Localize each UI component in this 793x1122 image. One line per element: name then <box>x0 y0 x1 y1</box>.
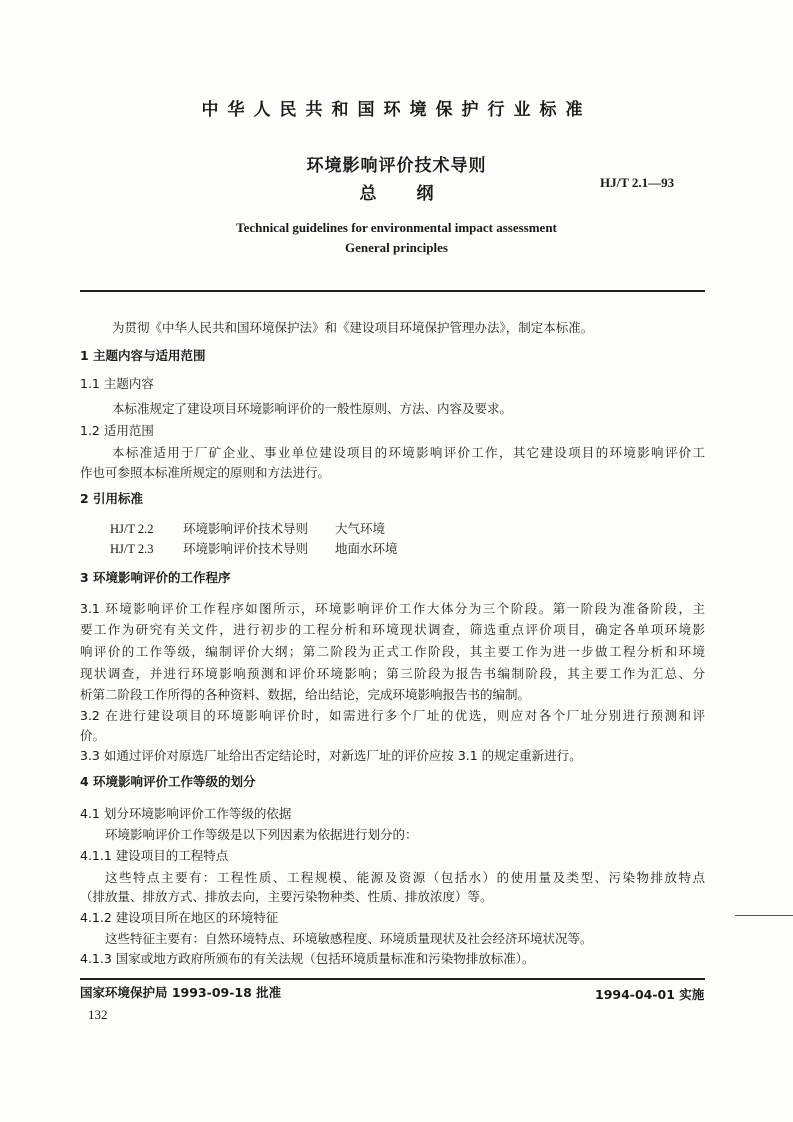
section-3-1-line: 要工作为研究有关文件，进行初步的工程分析和环境现状调查，筛选重点评价项目，确定各单项环境影 <box>80 622 705 637</box>
header-divider <box>80 290 705 292</box>
section-4-1-body: 环境影响评价工作等级是以下列因素为依据进行划分的： <box>105 827 418 842</box>
section-4-1-3: 4.1.3 国家或地方政府所颁布的有关法规（包括环境质量标准和污染物排放标准）。 <box>80 951 535 966</box>
section-3-1-line: 3.1 环境影响评价工作程序如图所示，环境影响评价工作大体分为三个阶段。第一阶段为准备阶段，主 <box>80 601 705 616</box>
document-title: 环境影响评价技术导则 <box>306 156 487 176</box>
approval-info: 国家环境保护局 1993-09-18 批准 <box>80 985 282 1000</box>
reference-code: HJ/T 2.3 <box>110 542 154 556</box>
standard-code: HJ/T 2.1—93 <box>600 175 675 190</box>
document-subtitle-en: General principles <box>345 240 448 255</box>
section-3-1-line: 响评价的工作等级，编制评价大纲；第二阶段为正式工作阶段，其主要工作为进一步做工程分析和环境 <box>80 644 705 659</box>
section-1-heading: 1 主题内容与适用范围 <box>80 348 206 363</box>
standard-category-header: 中华人民共和国环境保护行业标准 <box>201 100 592 120</box>
section-2-heading: 2 引用标准 <box>80 491 144 506</box>
reference-part: 大气环境 <box>335 521 386 536</box>
section-4-1-1-body-line: （排放量、排放方式、排放去向，主要污染物种类、性质、排放浓度）等。 <box>80 889 493 904</box>
effective-date: 1994-04-01 实施 <box>595 987 705 1002</box>
section-1-2-heading: 1.2 适用范围 <box>80 423 154 438</box>
section-4-1-1-body-line: 这些特点主要有：工程性质、工程规模、能源及资源（包括水）的使用量及类型、污染物排放特点 <box>105 870 705 885</box>
footer-divider <box>80 978 705 980</box>
reference-code: HJ/T 2.2 <box>110 522 154 536</box>
reference-part: 地面水环境 <box>335 541 398 556</box>
section-3-1-line: 现状调查，并进行环境影响预测和评价环境影响；第三阶段为报告书编制阶段，其主要工作为汇总、分 <box>80 666 705 681</box>
section-3-1-line: 析第二阶段工作所得的各种资料、数据，给出结论，完成环境影响报告书的编制。 <box>80 687 531 702</box>
section-4-heading: 4 环境影响评价工作等级的划分 <box>80 774 256 789</box>
section-1-2-body-line: 作也可参照本标准所规定的原则和方法进行。 <box>80 465 331 480</box>
section-3-heading: 3 环境影响评价的工作程序 <box>80 570 231 585</box>
section-1-1-heading: 1.1 主题内容 <box>80 376 154 391</box>
section-3-2-line: 价。 <box>80 728 106 743</box>
section-1-2-body-line: 本标准适用于厂矿企业、事业单位建设项目的环境影响评价工作，其它建设项目的环境影响评价工 <box>112 445 705 460</box>
section-3-2-line: 3.2 在进行建设项目的环境影响评价时，如需进行多个厂址的优选，则应对各个厂址分别进行预测和评 <box>80 708 705 723</box>
reference-title: 环境影响评价技术导则 <box>183 521 309 536</box>
document-subtitle: 总纲 <box>359 184 474 204</box>
section-4-1-1-heading: 4.1.1 建设项目的工程特点 <box>80 848 229 863</box>
section-4-1-2-heading: 4.1.2 建设项目所在地区的环境特征 <box>80 910 279 925</box>
section-3-3: 3.3 如通过评价对原选厂址给出否定结论时，对新选厂址的评价应按 3.1 的规定重新进行。 <box>80 748 582 763</box>
document-title-en: Technical guidelines for environmental impact assessment <box>236 220 557 235</box>
section-1-1-body: 本标准规定了建设项目环境影响评价的一般性原则、方法、内容及要求。 <box>112 401 513 416</box>
section-4-1-heading: 4.1 划分环境影响评价工作等级的依据 <box>80 806 292 821</box>
reference-title: 环境影响评价技术导则 <box>183 541 309 556</box>
scan-artifact-line <box>735 915 793 916</box>
section-4-1-2-body: 这些特征主要有：自然环境特点、环境敏感程度、环境质量现状及社会经济环境状况等。 <box>105 931 593 946</box>
page-number: 132 <box>88 1007 108 1022</box>
preamble: 为贯彻《中华人民共和国环境保护法》和《建设项目环境保护管理办法》，制定本标准。 <box>112 320 594 335</box>
